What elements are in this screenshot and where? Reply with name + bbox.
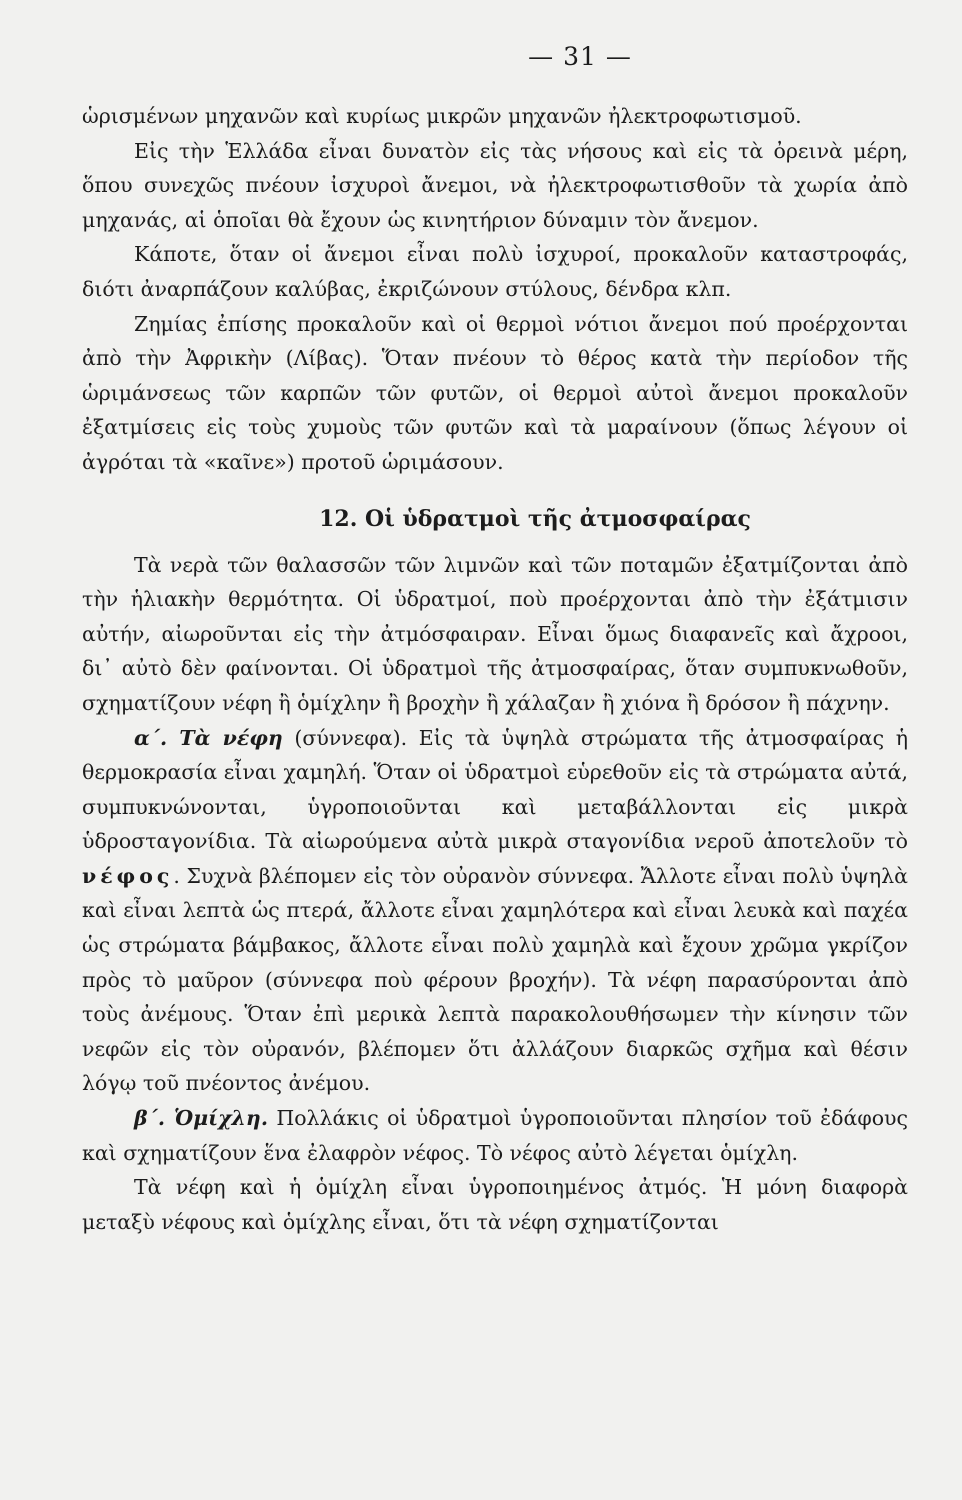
fog-text: Πολλάκις οἱ ὑδρατμοὶ ὑγροποιοῦνται πλησίον τοῦ ἐδάφους καὶ σχηματίζουν ἕνα ἐλαφρὸν νέφος. Τὸ νέφος αὐτὸ λέγεται ὁμίχλη. bbox=[82, 1106, 908, 1165]
paragraph-strong-winds: Κάποτε, ὅταν οἱ ἄνεμοι εἶναι πολὺ ἰσχυροί, προκαλοῦν καταστροφάς, διότι ἀναρπάζουν καλύβας, ἐκριζώνουν στύλους, δένδρα κλπ. bbox=[82, 242, 908, 301]
subsection-label-clouds: α΄. Τὰ νέφη bbox=[134, 725, 283, 750]
paragraph-greece-wind-power: Εἰς τὴν Ἑλλάδα εἶναι δυνατὸν εἰς τὰς νήσους καὶ εἰς τὰ ὀρεινὰ μέρη, ὅπου συνεχῶς πνέουν ἰσχυροὶ ἄνεμοι, νὰ ἠλεκτροφωτισθοῦν τὰ χωρία ἀπὸ μηχανάς, αἱ ὁποῖαι θὰ ἔχουν ὡς κινητήριον δύναμιν τὸν ἄνεμον. bbox=[82, 138, 908, 232]
clouds-text: (σύννεφα). Εἰς τὰ ὑψηλὰ στρώματα τῆς ἀτμοσφαίρας ἡ θερμοκρασία εἶναι χαμηλή. Ὅταν οἱ ὑδρατμοὶ εὑρεθοῦν εἰς τὰ στρώματα αὐτά, συμπυκνώνονται, ὑγροποιοῦνται καὶ μεταβάλλονται εἰς μικρὰ ὑδροσταγονίδια. Τὰ αἰωρούμενα αὐτὰ μικρὰ σταγονίδια νεροῦ ἀποτελοῦν τὸ bbox=[82, 725, 908, 854]
paragraph-water-vapour: Τὰ νερὰ τῶν θαλασσῶν τῶν λιμνῶν καὶ τῶν ποταμῶν ἐξατμίζονται ἀπὸ τὴν ἡλιακὴν θερμότητα. Οἱ ὑδρατμοί, ποὺ προέρχονται ἀπὸ τὴν ἐξάτμισιν αὐτήν, αἰωροῦνται εἰς τὴν ἀτμόσφαιραν. Εἶναι ὅμως διαφανεῖς καὶ ἄχροοι, δι᾿ αὐτὸ δὲν φαίνονται. Οἱ ὑδρατμοὶ τῆς ἀτμοσφαίρας, ὅταν συμπυκνωθοῦν, σχηματίζουν νέφη ἢ ὁμίχλην ἢ βροχὴν ἢ χάλαζαν ἢ χιόνα ἢ δρόσον ἢ πάχνην. bbox=[82, 552, 908, 715]
clouds-text-end: . Συχνὰ βλέπομεν εἰς τὸν οὐρανὸν σύννεφα. Ἄλλοτε εἶναι πολὺ ὑψηλὰ καὶ εἶναι λεπτὰ ὡς πτερά, ἄλλοτε εἶναι χαμηλότερα καὶ εἶναι λευκὰ καὶ παχέα ὡς στρώματα βάμβακος, ἄλλοτε εἶναι πολὺ χαμηλὰ καὶ ἔχουν χρῶμα γκρίζον πρὸς τὸ μαῦρον (σύννεφα ποὺ φέρουν βροχήν). Τὰ νέφη παρασύρονται ἀπὸ τοὺς ἀνέμους. Ὅταν ἐπὶ μερικὰ λεπτὰ παρακολουθήσωμεν τὴν κίνησιν τῶν νεφῶν εἰς τὸν οὐρανόν, βλέπομεν ὅτι ἀλλάζουν διαρκῶς σχῆμα καὶ θέσιν λόγῳ τοῦ πνέοντος ἀνέμου. bbox=[82, 863, 908, 1096]
page-number: — 31 — bbox=[528, 42, 632, 71]
paragraph-fog bbox=[82, 1101, 908, 1170]
paragraph-clouds-fog-difference: Τὰ νέφη καὶ ἡ ὁμίχλη εἶναι ὑγροποιημένος ἀτμός. Ἡ μόνη διαφορὰ μεταξὺ νέφους καὶ ὁμίχλης εἶναι, ὅτι τὰ νέφη σχηματίζονται bbox=[82, 1175, 908, 1234]
paragraph-continuation: ὡρισμένων μηχανῶν καὶ κυρίως μικρῶν μηχανῶν ἠλεκτροφωτισμοῦ. bbox=[82, 104, 802, 128]
term-cloud: νέφος bbox=[82, 863, 174, 888]
subsection-label-fog: β΄. Ὁμίχλη. bbox=[134, 1106, 268, 1131]
section-heading: 12. Οἱ ὑδρατμοὶ τῆς ἀτμοσφαίρας bbox=[319, 505, 751, 532]
paragraph-hot-winds: Ζημίας ἐπίσης προκαλοῦν καὶ οἱ θερμοὶ νότιοι ἄνεμοι πού προέρχονται ἀπὸ τὴν Ἀφρικὴν (Λίβας). Ὅταν πνέουν τὸ θέρος κατὰ τὴν περίοδον τῆς ὡριμάνσεως τῶν καρπῶν τῶν φυτῶν, οἱ θερμοὶ αὐτοὶ ἄνεμοι προκαλοῦν ἐξατμίσεις εἰς τοὺς χυμοὺς τῶν φυτῶν καὶ τὰ μαραίνουν (ὅπως λέγουν οἱ ἀγρόται τὰ «καῖνε») προτοῦ ὡριμάσουν. bbox=[82, 311, 908, 474]
paragraph-clouds bbox=[82, 721, 908, 1102]
